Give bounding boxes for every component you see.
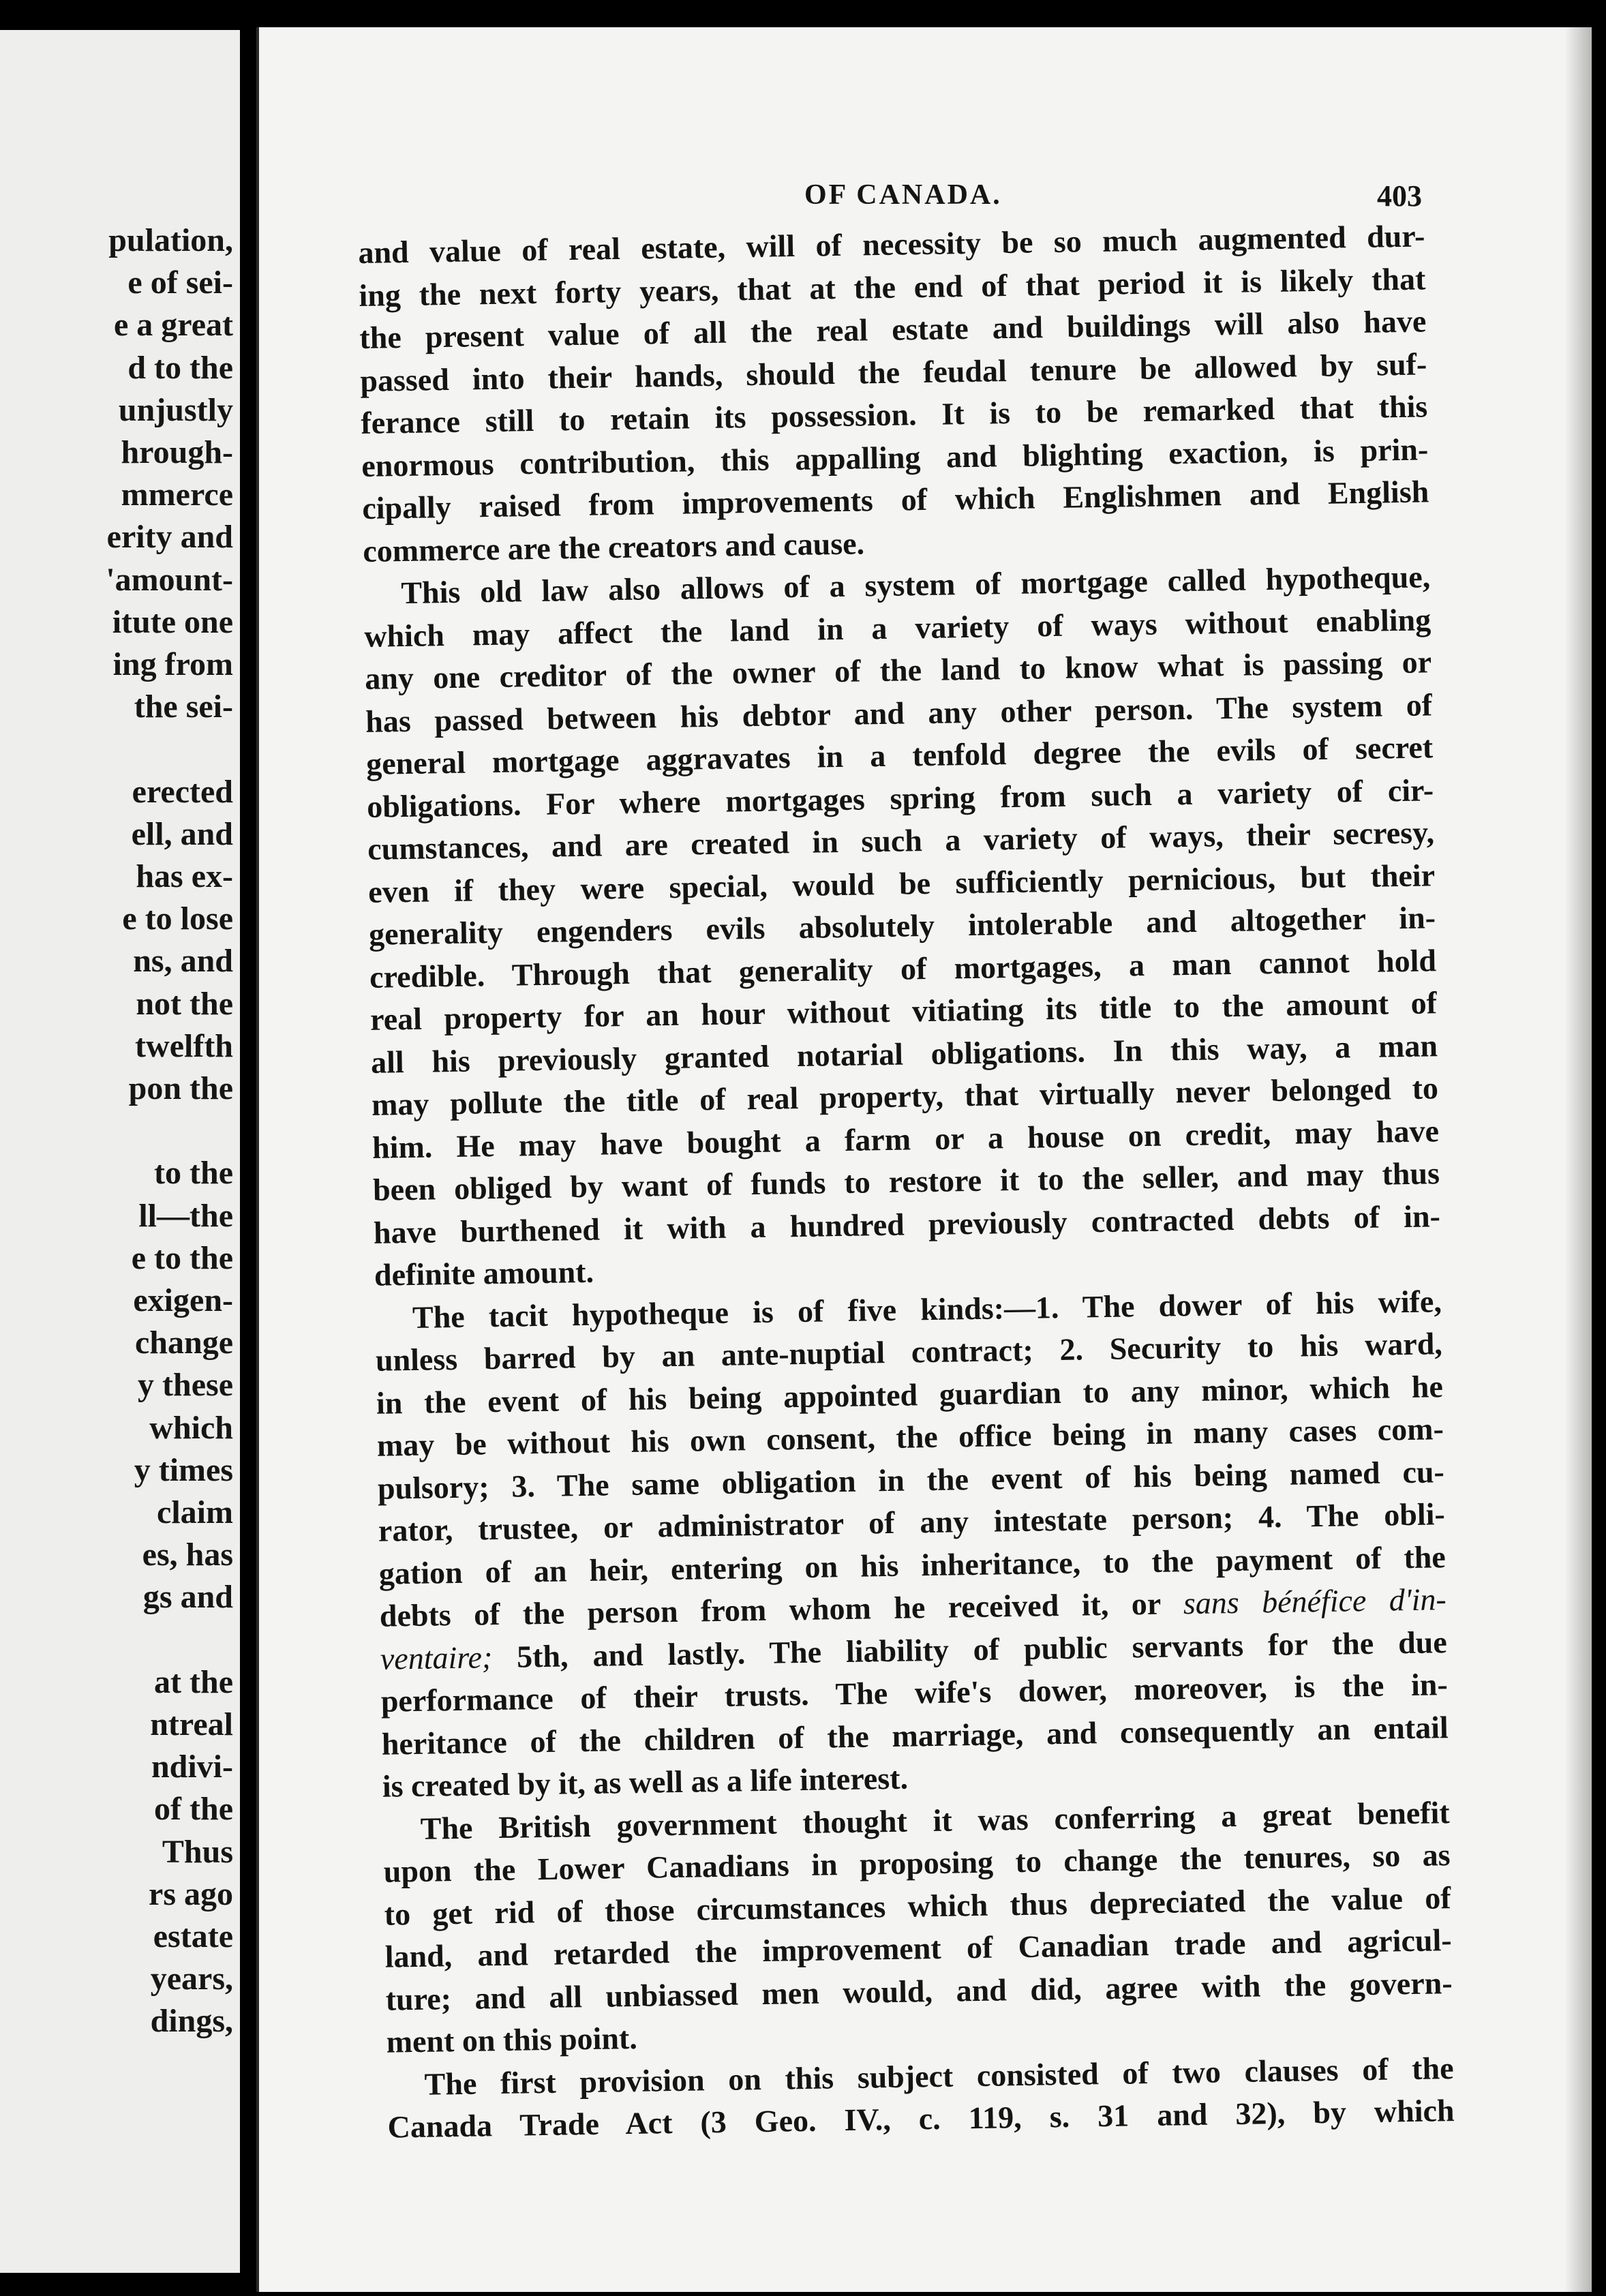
text-line: any one creditor of the owner of the land to know what is passing or xyxy=(364,644,1432,696)
left-fragment-line: hrough- xyxy=(121,434,233,470)
left-fragment-line: Thus xyxy=(162,1833,233,1870)
text-line: to get rid of those circumstances which thus depreciated the value of xyxy=(384,1879,1451,1932)
left-fragment-line: y times xyxy=(134,1451,233,1488)
left-fragment-line: claim xyxy=(157,1494,233,1530)
text-line: even if they were special, would be sufficiently pernicious, but their xyxy=(367,857,1436,909)
left-fragment-line: the sei- xyxy=(134,689,233,725)
text-line: gation of an heir, entering on his inheritance, to the payment of the xyxy=(378,1539,1446,1591)
text-line: ing the next forty years, that at the end of that period it is likely that xyxy=(359,260,1426,313)
left-page-fragment xyxy=(0,30,240,2273)
text-line: This old law also allows of a system of mortgage called hypotheque, xyxy=(400,559,1431,611)
text-line: The first provision on this subject consisted of two clauses of the xyxy=(424,2050,1454,2102)
text-line: heritance of the children of the marriage, and consequently an entail xyxy=(381,1709,1449,1762)
paragraph-3 xyxy=(375,1280,1450,1808)
text-line: passed into their hands, should the feudal tenure be allowed by suf- xyxy=(360,346,1427,398)
text-line: performance of their trusts. The wife's dower, moreover, is the in- xyxy=(380,1667,1449,1719)
left-fragment-line: ns, and xyxy=(133,943,233,980)
left-fragment-line: ell, and xyxy=(131,815,233,852)
running-head xyxy=(259,179,1592,217)
left-fragment-line: e a great xyxy=(113,307,233,344)
paragraph-1 xyxy=(358,215,1430,573)
body-text xyxy=(358,215,1455,2149)
left-fragment-line: pon the xyxy=(128,1070,233,1106)
left-fragment-line: to the xyxy=(154,1155,233,1192)
italic-phrase: ventaire; xyxy=(380,1639,493,1676)
text-line: been obliged by want of funds to restore it to the seller, and may thus xyxy=(372,1155,1440,1207)
text-line: in the event of his being appointed guardian to any minor, which he xyxy=(376,1368,1444,1421)
text-line: commerce are the creators and cause. xyxy=(362,525,865,569)
text-line: cipally raised from improvements of which Englishmen and English xyxy=(361,474,1429,526)
right-page xyxy=(256,27,1592,2292)
left-fragment-line: ll—the xyxy=(138,1197,233,1234)
text-line: and value of real estate, will of necessity be so much augmented dur- xyxy=(358,218,1425,270)
paragraph-2 xyxy=(363,556,1441,1297)
text-line: definite amount. xyxy=(374,1254,594,1293)
paragraph-5 xyxy=(387,2047,1455,2149)
text-line: The British government thought it was conferring a great benefit xyxy=(420,1794,1451,1846)
left-fragment-line: twelfth xyxy=(135,1027,233,1064)
left-fragment-line: not the xyxy=(136,985,233,1022)
left-fragment-line: e to lose xyxy=(122,901,233,937)
left-fragment-line: estate xyxy=(153,1918,233,1954)
left-fragment-line: y these xyxy=(138,1367,233,1404)
left-fragment-line: erected xyxy=(132,773,233,810)
text-line: ferance still to retain its possession. It is to be remarked that this xyxy=(361,389,1428,440)
text-line: enormous contribution, this appalling and blighting exaction, is prin- xyxy=(361,431,1429,483)
left-fragment-line: mmerce xyxy=(121,477,233,513)
left-fragment-line: ndivi- xyxy=(151,1749,233,1785)
left-fragment-line: change xyxy=(135,1325,233,1361)
left-fragment-line: itute one xyxy=(112,603,233,640)
left-fragment-line: es, has xyxy=(142,1537,233,1573)
paragraph-4 xyxy=(382,1792,1453,2064)
text-line: ment on this point. xyxy=(386,2020,638,2059)
left-fragment-line: rs ago xyxy=(149,1875,233,1912)
left-fragment-line: ntreal xyxy=(150,1706,233,1742)
text-line: The tacit hypotheque is of five kinds:—1. The dower of his wife, xyxy=(412,1283,1442,1335)
text-line: generality engenders evils absolutely intolerable and altogether in- xyxy=(368,900,1436,952)
text-line: is created by it, as well as a life interest. xyxy=(382,1760,909,1804)
left-fragment-line: exigen- xyxy=(133,1282,233,1318)
left-fragment-line: pulation, xyxy=(108,222,233,258)
left-fragment-line: at the xyxy=(154,1663,233,1700)
text-segment: 5th, and lastly. The liability of public servants for the due xyxy=(491,1624,1448,1674)
left-fragment-line: e of sei- xyxy=(127,265,233,301)
left-fragment-line: gs and xyxy=(142,1579,233,1616)
left-fragment-line: ing from xyxy=(112,646,233,682)
running-title: OF CANADA. xyxy=(804,179,1002,211)
text-line: Canada Trade Act (3 Geo. IV., c. 119, s. 31 and 32), by which xyxy=(387,2093,1455,2145)
left-fragment-line: unjustly xyxy=(118,391,233,428)
text-line: real property for an hour without vitiating its title to the amount of xyxy=(369,985,1438,1037)
text-line: has passed between his debtor and any other person. The system of xyxy=(365,686,1433,739)
text-line: ture; and all unbiassed men would, and did, agree with the govern- xyxy=(385,1965,1453,2017)
text-line: him. He may have bought a farm or a house on credit, may have xyxy=(372,1113,1440,1165)
left-fragment-line: erity and xyxy=(106,519,233,556)
text-line: land, and retarded the improvement of Canadian trade and agricul- xyxy=(384,1922,1452,1974)
text-line: may pollute the title of real property, that virtually never belonged to xyxy=(371,1070,1439,1122)
text-segment: debts of the person from whom he received it, or xyxy=(379,1586,1184,1633)
text-line: all his previously granted notarial obligations. In this way, a man xyxy=(370,1027,1438,1080)
left-fragment-line: has ex- xyxy=(136,858,233,894)
left-fragment-line: years, xyxy=(150,1961,233,1997)
page-number: 403 xyxy=(1377,179,1422,213)
text-line: may be without his own consent, the office being in many cases com- xyxy=(376,1411,1444,1463)
text-line: the present value of all the real estate and buildings will also have xyxy=(359,303,1427,355)
italic-phrase: sans bénéfice d'in- xyxy=(1183,1582,1447,1621)
text-line: have burthened it with a hundred previously contracted debts of in- xyxy=(373,1198,1441,1250)
left-fragment-line: of the xyxy=(154,1791,233,1828)
text-line: upon the Lower Canadians in proposing to change the tenures, so as xyxy=(383,1837,1451,1889)
left-fragment-line: 'amount- xyxy=(106,561,233,598)
text-line: credible. Through that generality of mortgages, a man cannot hold xyxy=(369,942,1437,995)
left-fragment-line: dings, xyxy=(150,2003,233,2040)
left-fragment-line: which xyxy=(149,1409,233,1446)
text-line: obligations. For where mortgages spring from such a variety of cir- xyxy=(366,772,1434,824)
text-line: which may affect the land in a variety of ways without enabling xyxy=(363,601,1431,654)
page-edge-shadow xyxy=(1564,27,1592,2292)
left-fragment-line: d to the xyxy=(127,349,233,386)
text-line: pulsory; 3. The same obligation in the event of his being named cu- xyxy=(377,1453,1445,1506)
text-line: unless barred by an ante-nuptial contract; 2. Security to his ward, xyxy=(375,1326,1443,1378)
left-fragment-line: e to the xyxy=(131,1239,233,1276)
text-line: rator, trustee, or administrator of any intestate person; 4. The obli- xyxy=(378,1496,1446,1548)
text-line: general mortgage aggravates in a tenfold degree the evils of secret xyxy=(365,729,1434,781)
text-line: cumstances, and are created in such a variety of ways, their secresy, xyxy=(367,815,1435,866)
